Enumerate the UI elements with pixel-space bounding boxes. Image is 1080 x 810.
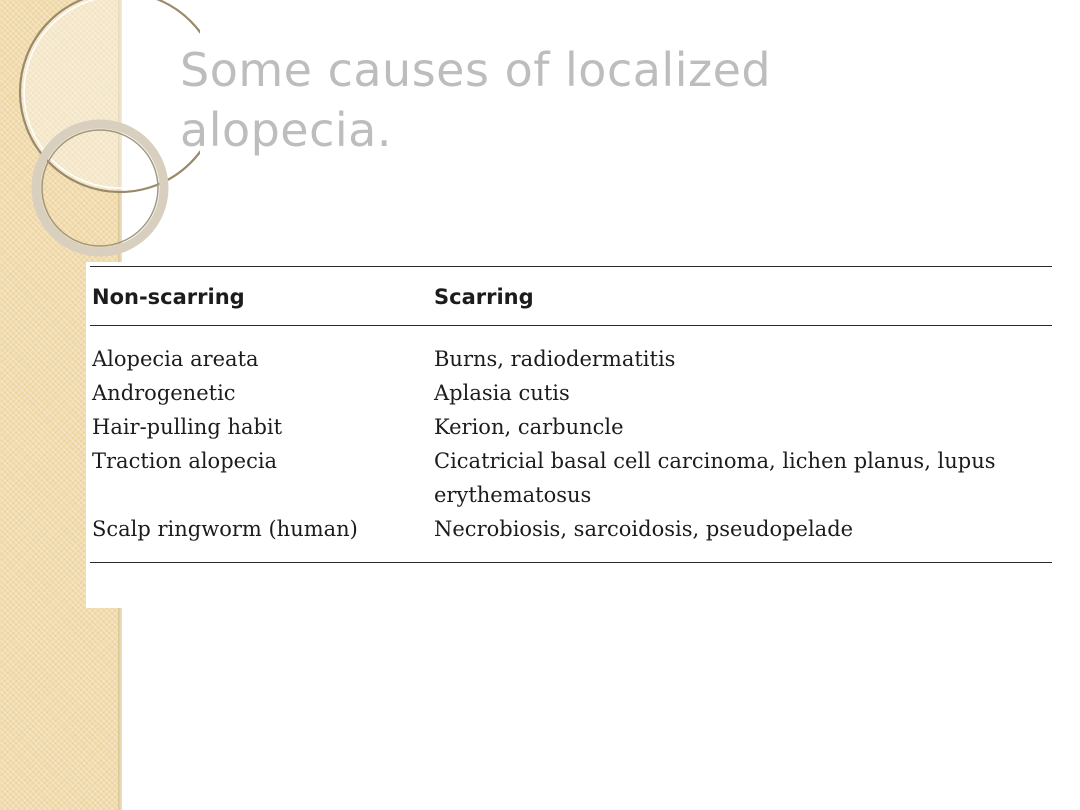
table-cell-non-scarring: Androgenetic bbox=[92, 381, 236, 405]
table-cell-non-scarring: Alopecia areata bbox=[92, 347, 259, 371]
column-header-non-scarring: Non-scarring bbox=[90, 267, 432, 326]
slide-title: Some causes of localized alopecia. bbox=[180, 43, 772, 157]
table-cell-non-scarring: Scalp ringworm (human) bbox=[90, 512, 432, 563]
decorative-rings bbox=[0, 0, 200, 270]
table-row bbox=[90, 444, 1052, 512]
table-cell-scarring: Cicatricial basal cell carcinoma, lichen planus, lupus erythematosus bbox=[434, 449, 996, 507]
table-cell-non-scarring: Hair-pulling habit bbox=[92, 415, 283, 439]
table-cell-scarring: Kerion, carbuncle bbox=[434, 415, 624, 439]
table-cell-non-scarring: Traction alopecia bbox=[92, 449, 278, 473]
table-panel bbox=[86, 262, 1080, 608]
table-row bbox=[90, 512, 1052, 563]
table-header-row bbox=[90, 267, 1052, 326]
table-row bbox=[90, 376, 1052, 410]
alopecia-causes-table bbox=[90, 266, 1052, 563]
table-row bbox=[90, 410, 1052, 444]
table-cell-scarring: Aplasia cutis bbox=[434, 381, 570, 405]
table-row bbox=[90, 326, 1052, 377]
table-cell-scarring: Necrobiosis, sarcoidosis, pseudopelade bbox=[432, 512, 1052, 563]
column-header-scarring: Scarring bbox=[432, 267, 1052, 326]
table-cell-scarring: Burns, radiodermatitis bbox=[434, 347, 676, 371]
